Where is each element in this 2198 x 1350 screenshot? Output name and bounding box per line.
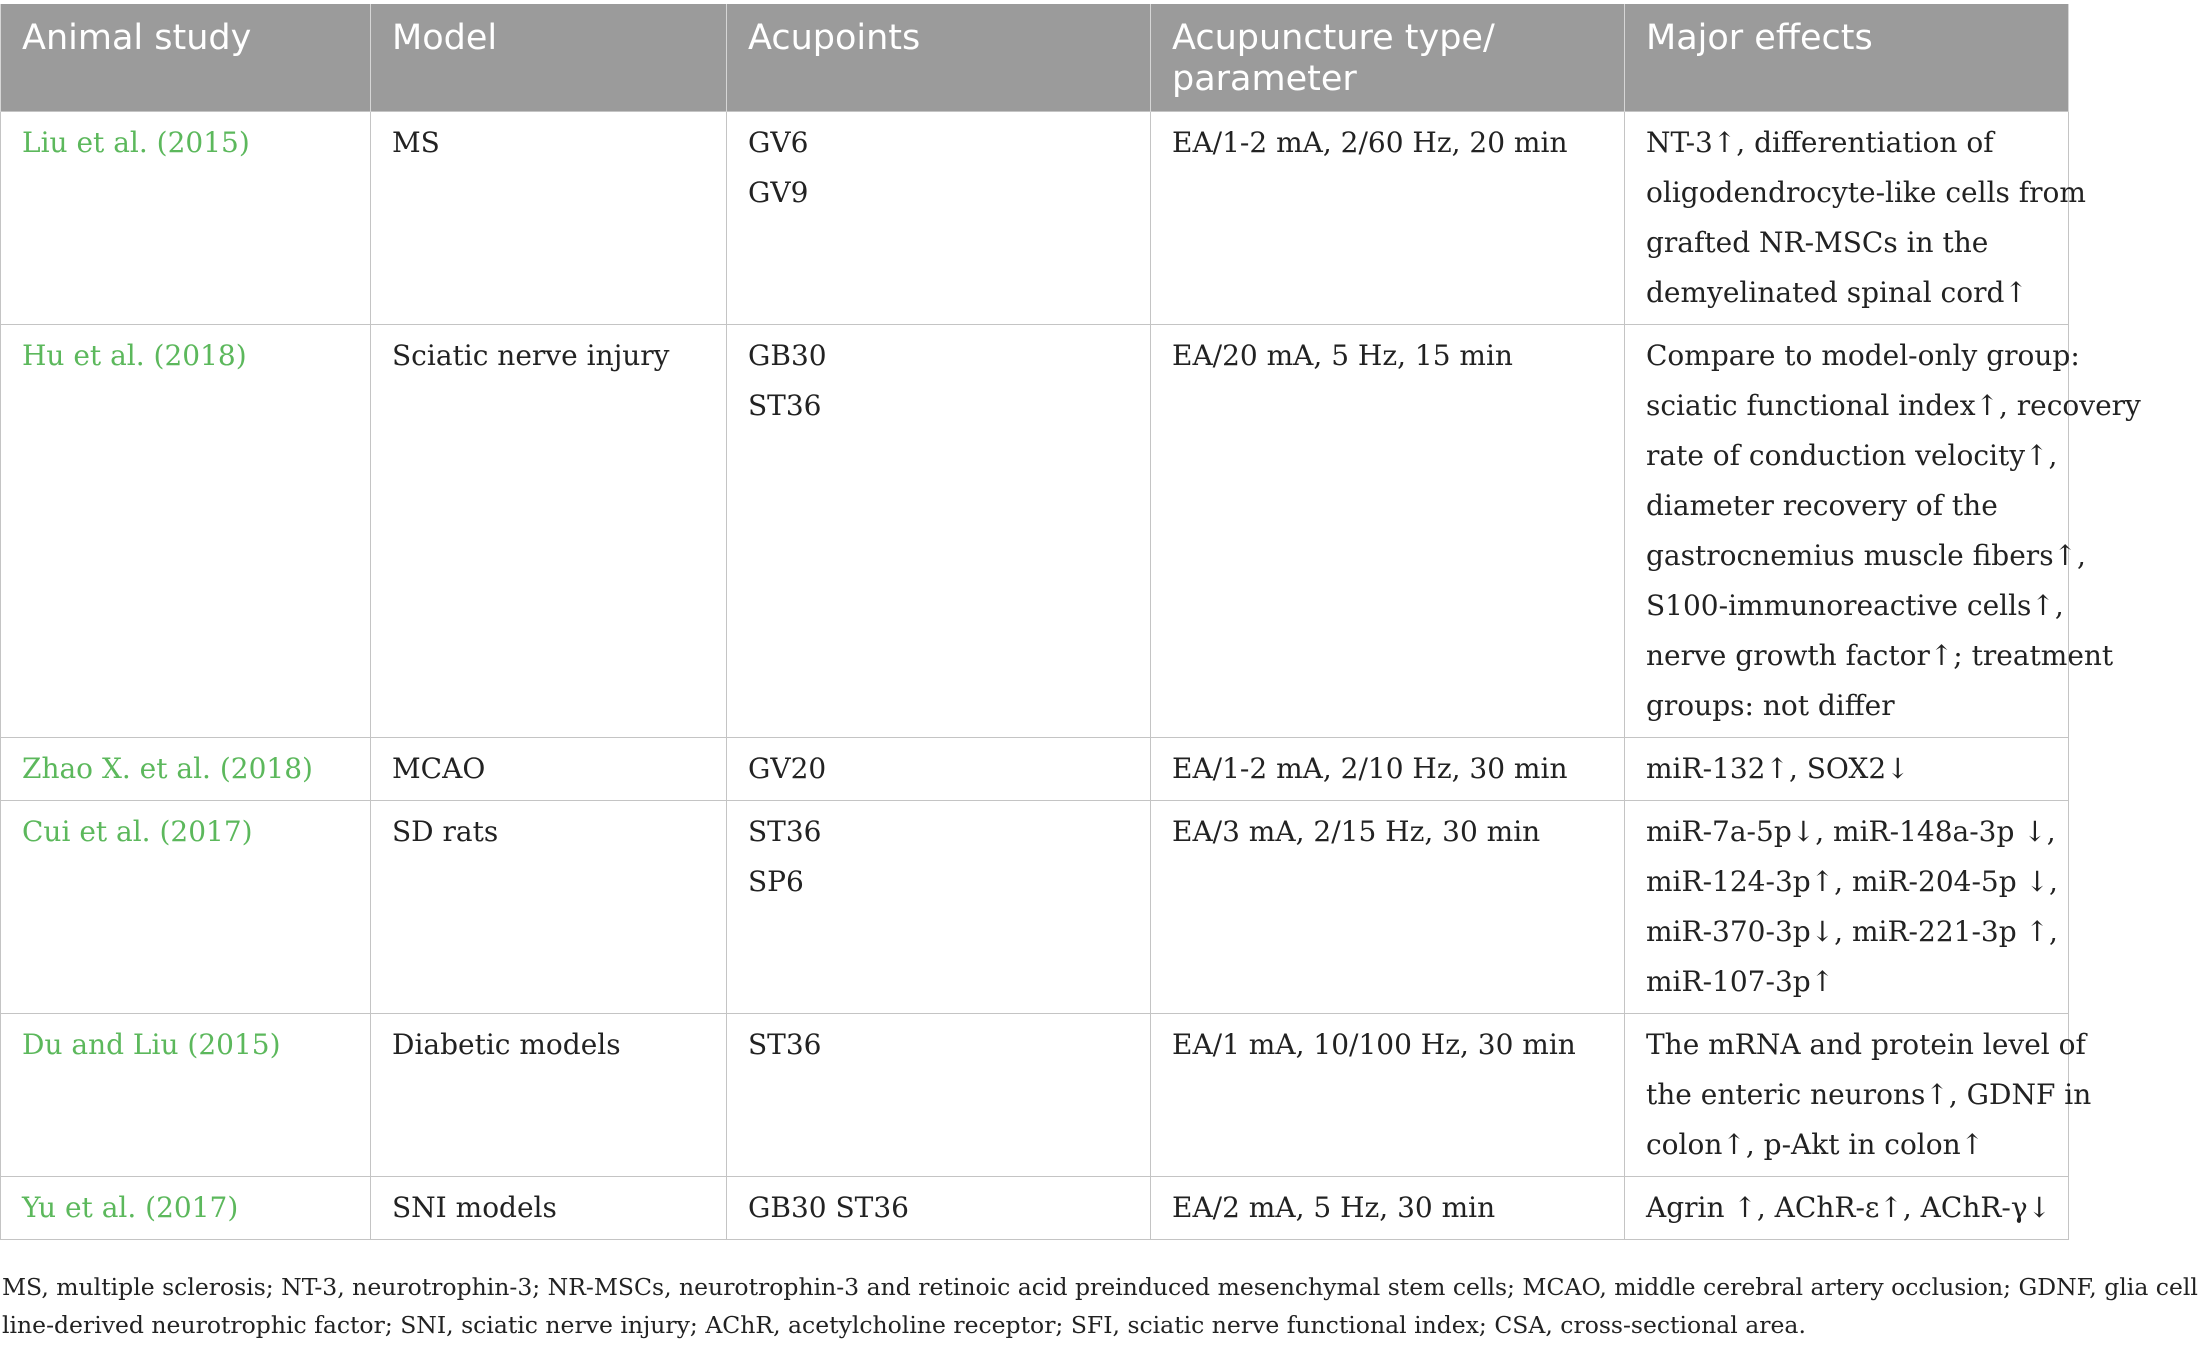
table-footnote (2, 1268, 2198, 1344)
cell-line: GB30 (748, 339, 827, 372)
acupuncture-studies-table (0, 4, 2141, 1240)
header-animal-study (1, 4, 371, 112)
cell-line: Diabetic models (392, 1028, 621, 1061)
study-link[interactable] (1, 801, 371, 1014)
study-link[interactable] (1, 325, 371, 738)
table-row (1, 738, 2069, 801)
table-header (1, 4, 2069, 112)
cell-line: Sciatic nerve injury (392, 339, 670, 372)
cell-line: ST36 (748, 815, 822, 848)
table-body (1, 112, 2141, 1240)
cell-line: Major effects (1646, 18, 1873, 58)
cell-line: miR-107-3p↑ (1646, 965, 1835, 998)
cell-line: ST36 (748, 1028, 822, 1061)
acupoints-cell (727, 325, 1151, 738)
footnote-line: line-derived neurotrophic factor; SNI, sciatic nerve injury; AChR, acetylcholine receptor; SFI, sciatic nerve functional index; CSA, cross-sectional area. (2, 1311, 1806, 1339)
effects-cell (1625, 112, 2086, 325)
cell-line: Compare to model-only group: (1646, 339, 2080, 372)
cell-line: NT-3↑, differentiation of (1646, 126, 1994, 159)
effects-cell (1625, 1177, 2069, 1240)
model-cell (371, 325, 727, 738)
header-acupoints (727, 4, 1151, 112)
table-row (1, 112, 2069, 325)
parameter-cell (1151, 1177, 1625, 1240)
header-row (1, 4, 2069, 112)
parameter-cell (1151, 112, 1625, 325)
cell-line: GV6 (748, 126, 809, 159)
study-link[interactable] (1, 738, 371, 801)
cell-line: GV20 (748, 752, 827, 785)
table-row (1, 1177, 2069, 1240)
cell-line: GB30 ST36 (748, 1191, 909, 1224)
effects-cell (1625, 1014, 2092, 1177)
parameter-cell (1151, 801, 1625, 1014)
cell-line: demyelinated spinal cord↑ (1646, 276, 2028, 309)
cell-line: S100-immunoreactive cells↑, (1646, 589, 2064, 622)
cell-line: parameter (1172, 59, 1357, 99)
cell-line: ST36 (748, 389, 822, 422)
cell-line: EA/3 mA, 2/15 Hz, 30 min (1172, 815, 1541, 848)
cell-line: diameter recovery of the (1646, 489, 1998, 522)
parameter-cell (1151, 738, 1625, 801)
study-link[interactable] (1, 112, 371, 325)
table-row (1, 325, 2069, 738)
parameter-cell (1151, 325, 1625, 738)
cell-line: EA/1-2 mA, 2/10 Hz, 30 min (1172, 752, 1568, 785)
cell-line: oligodendrocyte-like cells from (1646, 176, 2086, 209)
cell-line: rate of conduction velocity↑, (1646, 439, 2058, 472)
cell-line: the enteric neurons↑, GDNF in (1646, 1078, 2092, 1111)
effects-cell (1625, 325, 2141, 738)
acupoints-cell (727, 801, 1151, 1014)
cell-line: MCAO (392, 752, 486, 785)
table-row (1, 801, 2069, 1014)
cell-line: miR-7a-5p↓, miR-148a-3p ↓, (1646, 815, 2056, 848)
cell-line: grafted NR-MSCs in the (1646, 226, 1989, 259)
parameter-cell (1151, 1014, 1625, 1177)
table-row (1, 1014, 2069, 1177)
cell-line: Zhao X. et al. (2018) (22, 752, 313, 785)
cell-line: colon↑, p-Akt in colon↑ (1646, 1128, 1985, 1161)
cell-line: Agrin ↑, AChR-ε↑, AChR-γ↓ (1646, 1191, 2052, 1224)
cell-line: SD rats (392, 815, 499, 848)
cell-line: gastrocnemius muscle fibers↑, (1646, 539, 2086, 572)
cell-line: MS (392, 126, 440, 159)
cell-line: SNI models (392, 1191, 557, 1224)
cell-line: EA/2 mA, 5 Hz, 30 min (1172, 1191, 1496, 1224)
cell-line: nerve growth factor↑; treatment (1646, 639, 2114, 672)
acupoints-cell (727, 1177, 1151, 1240)
cell-line: miR-124-3p↑, miR-204-5p ↓, (1646, 865, 2058, 898)
cell-line: groups: not differ (1646, 689, 1895, 722)
acupoints-cell (727, 1014, 1151, 1177)
cell-line: Cui et al. (2017) (22, 815, 253, 848)
cell-line: Acupoints (748, 18, 921, 58)
model-cell (371, 738, 727, 801)
cell-line: GV9 (748, 176, 809, 209)
cell-line: EA/1 mA, 10/100 Hz, 30 min (1172, 1028, 1576, 1061)
model-cell (371, 1177, 727, 1240)
cell-line: Animal study (22, 18, 252, 58)
cell-line: Hu et al. (2018) (22, 339, 247, 372)
study-link[interactable] (1, 1177, 371, 1240)
cell-line: The mRNA and protein level of (1646, 1028, 2086, 1061)
cell-line: Du and Liu (2015) (22, 1028, 281, 1061)
effects-cell (1625, 801, 2069, 1014)
cell-line: miR-132↑, SOX2↓ (1646, 752, 1910, 785)
header-model (371, 4, 727, 112)
cell-line: sciatic functional index↑, recovery (1646, 389, 2141, 422)
cell-line: Yu et al. (2017) (22, 1191, 239, 1224)
footnote-line: MS, multiple sclerosis; NT-3, neurotrophin-3; NR-MSCs, neurotrophin-3 and retinoic acid preinduced mesenchymal stem cells; MCAO, middle cerebral artery occlusion; GDNF, glia cell (2, 1273, 2198, 1301)
cell-line: Model (392, 18, 498, 58)
acupoints-cell (727, 112, 1151, 325)
study-link[interactable] (1, 1014, 371, 1177)
cell-line: Liu et al. (2015) (22, 126, 250, 159)
header-major-effects (1625, 4, 2069, 112)
cell-line: SP6 (748, 865, 804, 898)
cell-line: EA/20 mA, 5 Hz, 15 min (1172, 339, 1513, 372)
acupoints-cell (727, 738, 1151, 801)
cell-line: EA/1-2 mA, 2/60 Hz, 20 min (1172, 126, 1568, 159)
cell-line: miR-370-3p↓, miR-221-3p ↑, (1646, 915, 2058, 948)
header-acupuncture-parameter (1151, 4, 1625, 112)
cell-line: Acupuncture type/ (1172, 18, 1495, 58)
model-cell (371, 1014, 727, 1177)
model-cell (371, 801, 727, 1014)
effects-cell (1625, 738, 2069, 801)
model-cell (371, 112, 727, 325)
